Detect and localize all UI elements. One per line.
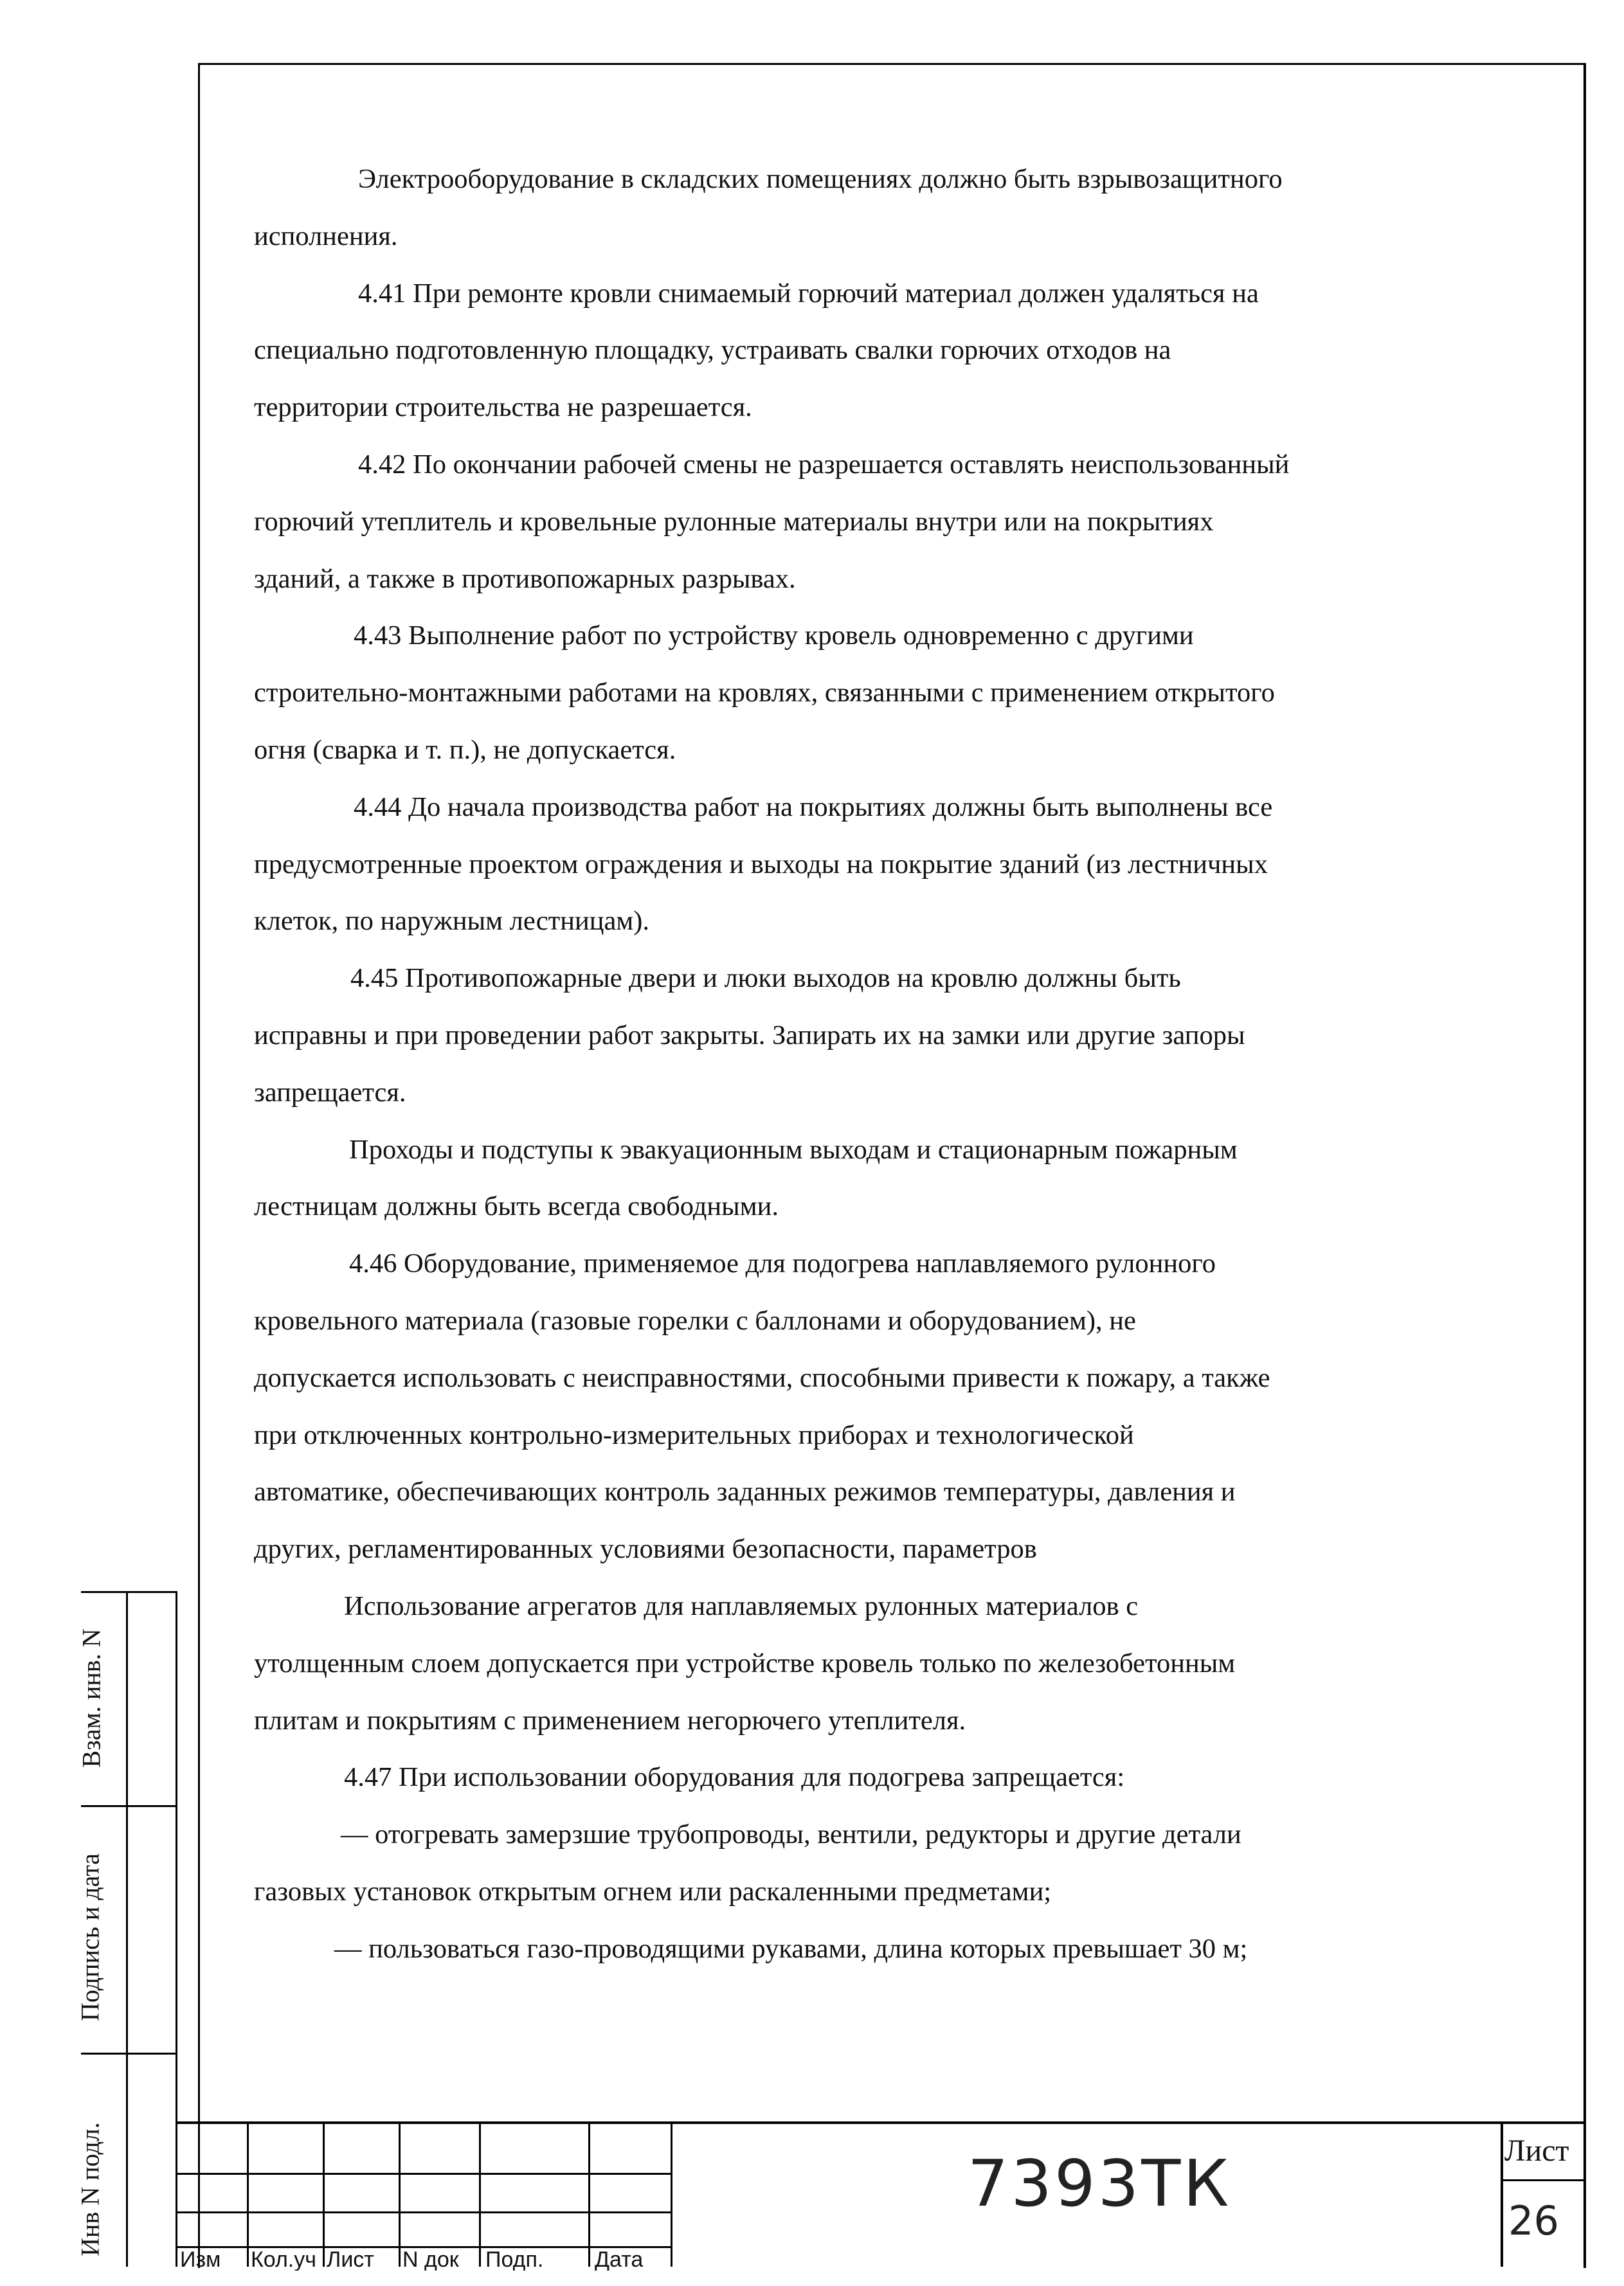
text-line: запрещается. — [254, 1077, 406, 1108]
text-line: лестницам должны быть всегда свободными. — [254, 1191, 779, 1222]
text-line: плитам и покрытиям с применением негорючего утеплителя. — [254, 1705, 966, 1736]
sheet-box-divider — [1501, 2179, 1586, 2181]
text-line: 4.42 По окончании рабочей смены не разрешается оставлять неиспользованный — [358, 449, 1290, 480]
stamp-col-line — [399, 2121, 401, 2267]
document-body — [254, 151, 1495, 1978]
text-line: допускается использовать с неисправностями, способными привести к пожару, а также — [254, 1362, 1270, 1393]
stamp-row-line — [177, 2173, 672, 2175]
sheet-number: 26 — [1508, 2197, 1559, 2244]
text-line: Электрооборудование в складских помещениях должно быть взрывозащитного — [358, 164, 1283, 194]
text-line: строительно-монтажными работами на кровлях, связанными с применением открытого — [254, 678, 1275, 708]
text-line: 4.44 До начала производства работ на покрытиях должны быть выполнены все — [354, 791, 1273, 822]
side-label-vzam-inv: Взам. инв. N — [77, 1628, 106, 1768]
text-line: исполнения. — [254, 221, 398, 251]
text-line: горючий утеплитель и кровельные рулонные материалы внутри или на покрытиях — [254, 506, 1214, 537]
stamp-col-line — [588, 2121, 590, 2267]
side-row-divider — [81, 1805, 176, 1807]
text-line: 4.45 Противопожарные двери и люки выходов на кровлю должны быть — [350, 963, 1181, 994]
text-line: кровельного материала (газовые горелки с баллонами и оборудованием), не — [254, 1305, 1136, 1336]
text-line: утолщенным слоем допускается при устройстве кровель только по железобетонным — [254, 1648, 1236, 1679]
text-line: Использование агрегатов для наплавляемых рулонных материалов с — [344, 1590, 1139, 1621]
stamp-header-kol-uch: Кол.уч — [251, 2249, 316, 2271]
stamp-col-line — [323, 2121, 325, 2267]
stamp-header-data: Дата — [595, 2249, 644, 2271]
text-line: исправны и при проведении работ закрыты. Запирать их на замки или другие запоры — [254, 1020, 1245, 1050]
text-line: клеток, по наружным лестницам). — [254, 906, 650, 937]
text-line: 4.47 При использовании оборудования для подогрева запрещается: — [344, 1762, 1125, 1793]
stamp-header-podp: Подп. — [485, 2249, 544, 2271]
text-line: газовых установок открытым огнем или раскаленными предметами; — [254, 1876, 1052, 1907]
title-block — [177, 2121, 1586, 2267]
text-line: территории строительства не разрешается. — [254, 392, 752, 423]
text-line: 4.43 Выполнение работ по устройству кровель одновременно с другими — [354, 620, 1194, 651]
text-line: предусмотренные проектом ограждения и выходы на покрытие зданий (из лестничных — [254, 849, 1268, 879]
document-code: 7393ТК — [967, 2146, 1232, 2221]
stamp-col-line — [671, 2121, 672, 2267]
text-line: — пользоваться газо-проводящими рукавами, длина которых превышает 30 м; — [334, 1933, 1248, 1964]
stamp-header-izm: Изм — [180, 2249, 221, 2271]
text-line: огня (сварка и т. п.), не допускается. — [254, 734, 676, 765]
stamp-row-line — [177, 2246, 672, 2248]
text-line: при отключенных контрольно-измерительных приборах и технологической — [254, 1419, 1134, 1450]
stamp-col-line — [479, 2121, 481, 2267]
stamp-row-line — [177, 2211, 672, 2213]
side-label-podpis-data: Подпись и дата — [75, 1853, 105, 2022]
stamp-header-n-dok: N док — [402, 2249, 459, 2271]
stamp-header-list: Лист — [327, 2249, 374, 2271]
text-line: Проходы и подступы к эвакуационным выходам и стационарным пожарным — [349, 1134, 1238, 1165]
sheet-label: Лист — [1504, 2134, 1569, 2168]
text-line: специально подготовленную площадку, устраивать свалки горючих отходов на — [254, 335, 1171, 366]
text-line: 4.41 При ремонте кровли снимаемый горючий материал должен удаляться на — [358, 278, 1259, 309]
text-line: автоматике, обеспечивающих контроль заданных режимов температуры, давления и — [254, 1477, 1236, 1508]
side-label-inv-podl: Инв N подл. — [75, 2122, 105, 2256]
text-line: зданий, а также в противопожарных разрывах. — [254, 563, 796, 594]
side-divider — [126, 1593, 128, 2267]
text-line: 4.46 Оборудование, применяемое для подогрева наплавляемого рулонного — [349, 1248, 1216, 1279]
text-line: других, регламентированных условиями безопасности, параметров — [254, 1534, 1037, 1565]
text-line: — отогревать замерзшие трубопроводы, вентили, редукторы и другие детали — [341, 1819, 1241, 1850]
stamp-col-line — [247, 2121, 249, 2267]
